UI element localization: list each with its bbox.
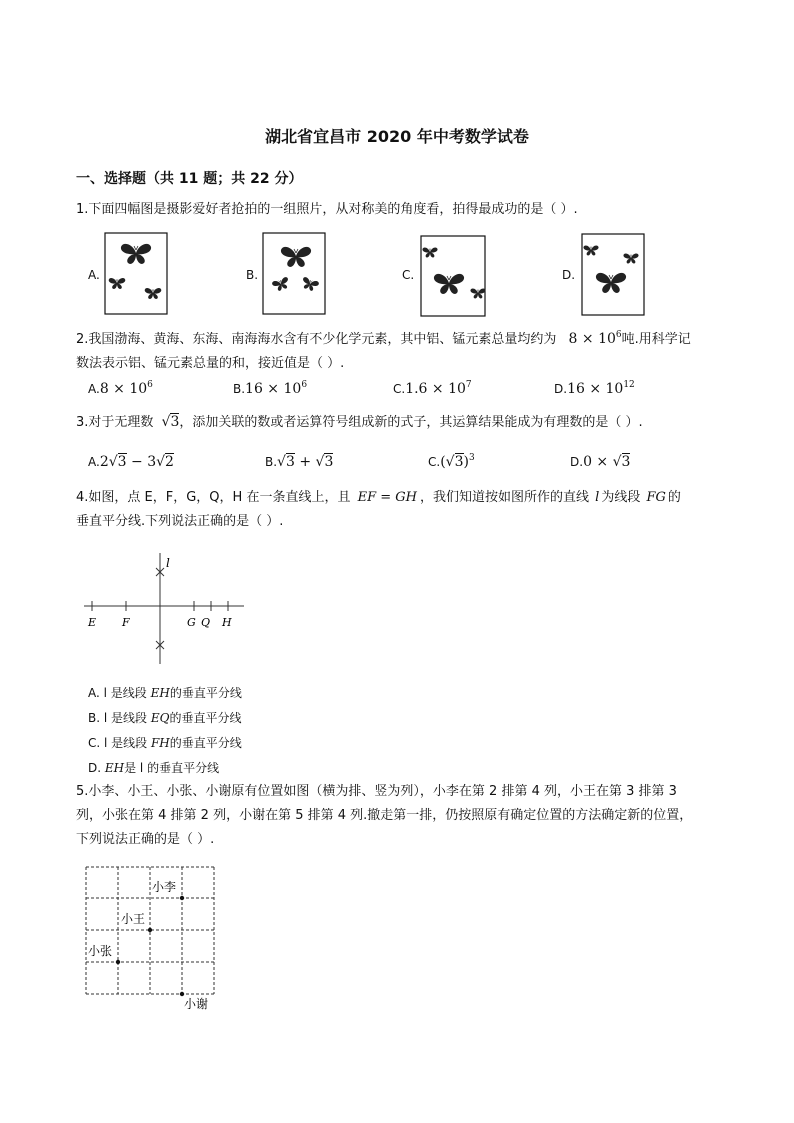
q5-label-xiaowang: 小王 — [121, 912, 146, 926]
q3-option-c-math: $(√3)^3$ — [440, 453, 475, 470]
q2-stem-math-base: 8 × 10 — [568, 331, 616, 347]
q3-stem-text-b: ，添加关联的数或者运算符号组成新的式子，其运算结果能成为有理数的是（ ）. — [179, 415, 643, 430]
q3-option-a-label: A. — [88, 455, 100, 469]
q4-option-c-rest: 的垂直平分线 — [169, 736, 242, 750]
q3-option-a-rad2: 2 — [165, 454, 174, 470]
section-heading: 一、选择题（共 11 题；共 22 分） — [76, 171, 303, 187]
q4-stem-line2: 垂直平分线.下列说法正确的是（ ）. — [76, 514, 284, 529]
q3-option-c-label: C. — [428, 455, 441, 469]
q2-option-d-base: 16 × 10 — [567, 381, 624, 397]
q2-option-d-exp: 12 — [623, 380, 635, 390]
q5-dot-xiaozhang — [116, 960, 120, 964]
q5-stem-line3: 下列说法正确的是（ ）. — [76, 832, 215, 847]
q3-option-d-label: D. — [570, 455, 584, 469]
q4-stem-segment: FG — [646, 490, 666, 505]
q4-option-a-rest: 的垂直平分线 — [169, 686, 242, 700]
q3-option-a-math: 2√3 − 3√2 — [99, 454, 174, 470]
q4-stem-line-l: l — [595, 490, 600, 505]
q2-option-c-label: C. — [393, 382, 406, 396]
q3-option-b-rad2: 3 — [324, 454, 334, 470]
q4-option-b-label: B. l 是线段 — [88, 711, 151, 725]
q4-label-g: G — [187, 616, 196, 629]
q4-option-b-math: EQ — [150, 711, 170, 725]
q2-option-b-label: B. — [233, 382, 246, 396]
q3-option-a-rad1: 3 — [117, 454, 127, 470]
page-title: 湖北省宜昌市 2020 年中考数学试卷 — [265, 127, 529, 146]
q4-stem-text-d: 的 — [667, 490, 681, 505]
q2-option-b-base: 16 × 10 — [245, 381, 302, 397]
q4-option-a-label: A. l 是线段 — [88, 686, 151, 700]
q1-option-d-label: D. — [562, 268, 576, 282]
q2-option-b-exp: 6 — [301, 380, 308, 390]
q4-stem-text-a: 4.如图，点 E，F，G，Q，H 在一条直线上，且 — [76, 490, 351, 505]
q3-option-a-pre: 2 — [99, 454, 109, 470]
q2-stem-math-exp: 6 — [615, 330, 622, 340]
q3-option-b-label: B. — [265, 455, 278, 469]
q3-option-b-math: √3 + √3 — [277, 454, 334, 470]
q3-option-b-rad1: 3 — [285, 454, 295, 470]
q4-option-d-math: EH — [104, 761, 125, 775]
q4-label-q: Q — [201, 616, 211, 629]
q3-option-b-mid: + — [294, 454, 316, 470]
q3-stem-text-a: 3.对于无理数 — [76, 415, 154, 430]
q5-label-xiaoli: 小李 — [152, 880, 177, 894]
q5-dot-xiaoli — [180, 896, 184, 900]
q2-option-c-base: 1.6 × 10 — [405, 381, 466, 397]
q5-stem-line1: 5.小李、小王、小张、小谢原有位置如图（横为排、竖为列），小李在第 2 排第 4 列，小王在第 3 排第 3 — [76, 784, 677, 799]
q2-option-a-label: A. — [88, 382, 100, 396]
q4-option-b-rest: 的垂直平分线 — [169, 711, 242, 725]
q4-stem-equation: EF = GH — [357, 490, 417, 505]
q2-option-a-exp: 6 — [147, 380, 153, 390]
q3-option-d-math: 0 × √3 — [583, 454, 631, 470]
q2-stem-text-a: 2.我国渤海、黄海、东海、南海海水含有不少化学元素，其中铝、锰元素总量均约为 — [76, 332, 557, 347]
q3-option-c-post: ) — [463, 454, 469, 470]
q3-option-c-rad1: 3 — [454, 454, 464, 470]
q3-stem-math: √3 — [161, 414, 180, 430]
q2-stem-text-c: 吨.用科学记 — [621, 332, 691, 347]
q5-dot-xiaoxie — [180, 992, 184, 996]
q3-stem-radicand: 3 — [170, 414, 180, 430]
q2-option-c-exp: 7 — [465, 380, 472, 390]
q4-option-c-label: C. l 是线段 — [88, 736, 151, 750]
q4-label-l: l — [166, 556, 170, 570]
q4-option-d-label: D. — [88, 761, 105, 775]
q3-option-a-mid: − 3 — [126, 454, 157, 470]
q5-label-xiaozhang: 小张 — [88, 944, 113, 958]
q4-label-e: E — [88, 616, 97, 629]
q1-option-a-label: A. — [88, 268, 100, 282]
q4-stem-text-c: 为线段 — [601, 490, 641, 505]
q3-option-d-pre: 0 × — [583, 454, 613, 470]
q4-option-c-math: FH — [150, 736, 170, 750]
q3-option-d-rad1: 3 — [621, 454, 631, 470]
q3-option-c-pre: ( — [440, 454, 446, 470]
q1-stem: 1.下面四幅图是摄影爱好者抢拍的一组照片，从对称美的角度看，拍得最成功的是（ ）. — [76, 202, 578, 217]
q4-stem-text-b: ，我们知道按如图所作的直线 — [419, 490, 589, 505]
q5-label-xiaoxie: 小谢 — [184, 997, 209, 1011]
q4-label-h: H — [222, 616, 232, 629]
q2-option-d-label: D. — [554, 382, 568, 396]
q5-stem-line2: 列，小张在第 4 排第 2 列，小谢在第 5 排第 4 列.撤走第一排，仍按照原有确定位置的方法确定新的位置， — [76, 808, 693, 823]
q5-dot-xiaowang — [148, 928, 152, 932]
q2-stem-line2: 数法表示铝、锰元素总量的和，接近值是（ ）. — [76, 356, 345, 371]
q4-option-a-math: EH — [150, 686, 170, 700]
q1-option-c-label: C. — [402, 268, 415, 282]
q1-option-b-label: B. — [246, 268, 259, 282]
q4-label-f: F — [122, 616, 130, 629]
q3-option-c-exp: 3 — [468, 453, 475, 463]
q4-option-d-rest: 是 l 的垂直平分线 — [124, 761, 220, 775]
q2-option-a-base: 8 × 10 — [99, 381, 148, 397]
